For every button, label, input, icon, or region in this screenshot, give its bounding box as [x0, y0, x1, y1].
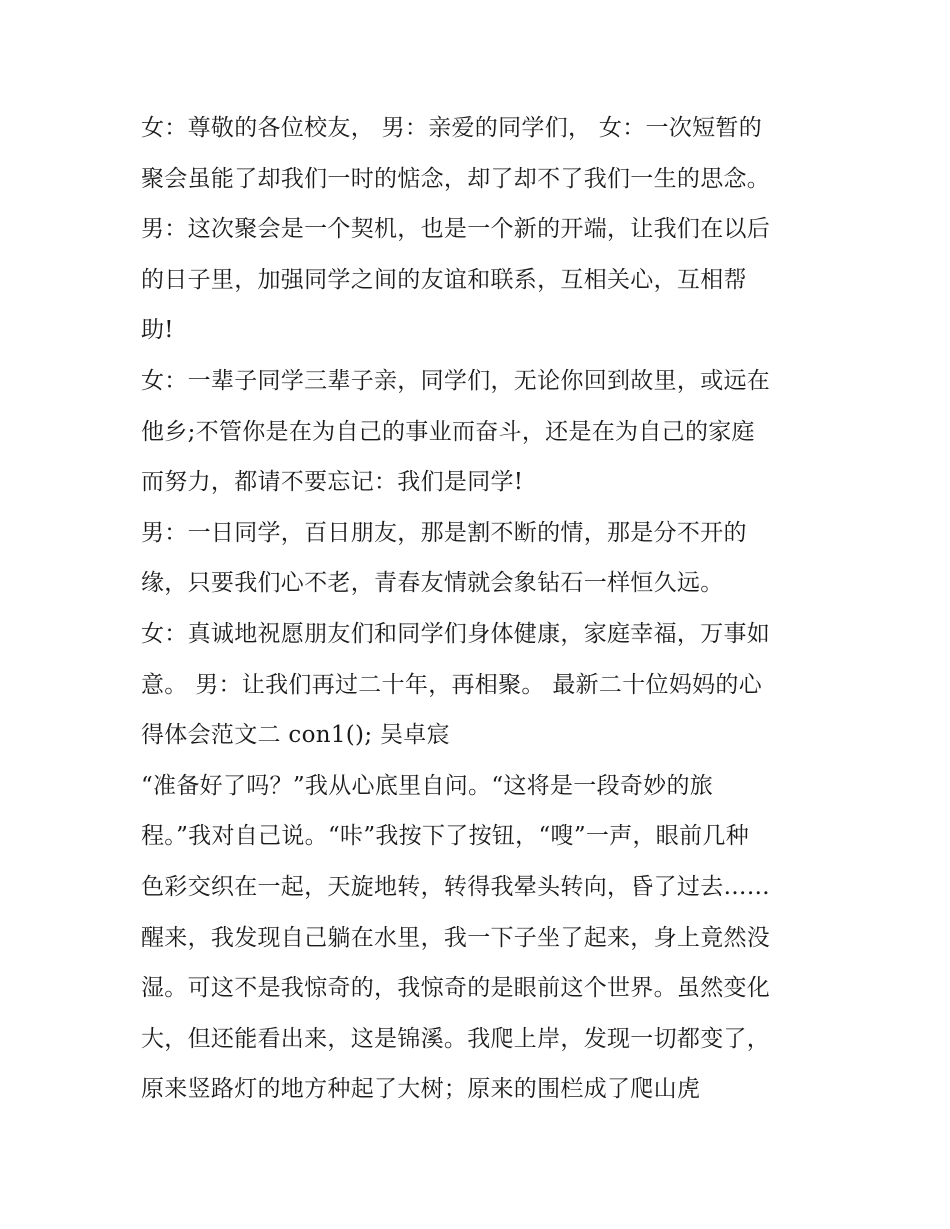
text-line: 意。 男：让我们再过二十年，再相聚。 最新二十位妈妈的心: [141, 671, 763, 698]
text-line: 男：一日同学，百日朋友，那是割不断的情，那是分不开的: [141, 519, 747, 546]
text-line: 而努力，都请不要忘记：我们是同学!: [141, 469, 524, 496]
text-line: 聚会虽能了却我们一时的惦念，却了却不了我们一生的思念。: [141, 165, 771, 192]
body-text: [141, 103, 821, 1115]
text-line: “准备好了吗？”我从心底里自问。“这将是一段奇妙的旅: [141, 772, 714, 799]
text-line: 女：尊敬的各位校友， 男：亲爱的同学们， 女：一次短暂的: [141, 115, 763, 141]
text-line: 大，但还能看出来，这是锦溪。我爬上岸，发现一切都变了，: [141, 1025, 771, 1052]
text-line: 助!: [141, 317, 174, 344]
text-line: 醒来，我发现自己躺在水里，我一下子坐了起来，身上竟然没: [141, 924, 771, 951]
text-line: 湿。可这不是我惊奇的，我惊奇的是眼前这个世界。虽然变化: [141, 975, 771, 1002]
text-line: 的日子里，加强同学之间的友谊和联系，互相关心，互相帮: [141, 266, 747, 293]
text-line: 得体会范文二 con1(); 吴卓宸: [141, 722, 450, 749]
text-line: 原来竖路灯的地方种起了大树；原来的围栏成了爬山虎: [141, 1076, 701, 1103]
text-line: 女：真诚地祝愿朋友们和同学们身体健康，家庭幸福，万事如: [141, 620, 771, 647]
text-line: 缘，只要我们心不老，青春友情就会象钻石一样恒久远。: [141, 570, 724, 597]
text-line: 他乡;不管你是在为自己的事业而奋斗，还是在为自己的家庭: [141, 418, 755, 445]
text-line: 男：这次聚会是一个契机，也是一个新的开端，让我们在以后: [141, 216, 771, 243]
text-line: 女：一辈子同学三辈子亲，同学们，无论你回到故里，或远在: [141, 367, 771, 394]
text-line: 色彩交织在一起，天旋地转，转得我晕头转向，昏了过去……: [141, 873, 771, 900]
text-line: 程。”我对自己说。“咔”我按下了按钮，“嗖”一声，眼前几种: [141, 823, 749, 850]
